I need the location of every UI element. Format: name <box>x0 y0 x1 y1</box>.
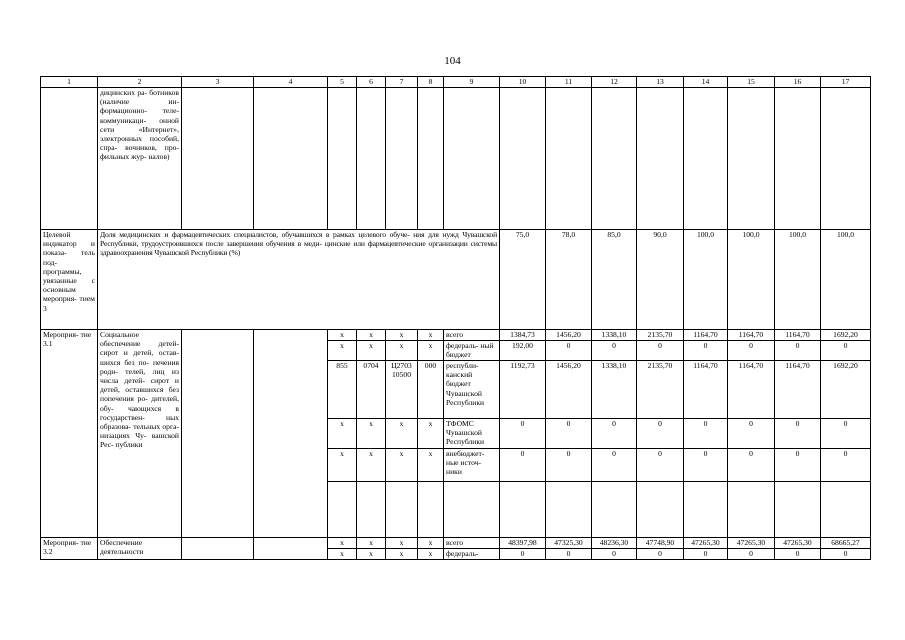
value-cell: 0 <box>637 549 684 560</box>
code-cell: х <box>386 341 418 361</box>
value-cell: 0 <box>546 549 592 560</box>
empty-cell <box>254 330 328 538</box>
code-cell: х <box>328 341 357 361</box>
header-cell: 3 <box>182 77 254 88</box>
code-cell: х <box>328 538 357 549</box>
code-cell: 000 <box>418 361 444 419</box>
empty-cell <box>328 88 357 230</box>
value-cell: 0 <box>728 549 775 560</box>
value-cell: 0 <box>821 549 871 560</box>
value-cell: 0 <box>592 449 637 482</box>
measure-name: Обеспечение деятельности <box>98 538 182 560</box>
empty-cell <box>637 88 684 230</box>
code-cell: х <box>418 330 444 341</box>
value-cell: 0 <box>500 449 546 482</box>
empty-cell <box>728 88 775 230</box>
header-cell: 17 <box>821 77 871 88</box>
value-cell: 0 <box>637 449 684 482</box>
source-cell: всего <box>444 538 500 549</box>
value-cell: 0 <box>546 341 592 361</box>
code-cell: х <box>328 549 357 560</box>
code-cell: х <box>357 449 386 482</box>
header-cell: 13 <box>637 77 684 88</box>
value-cell: 68665,27 <box>821 538 871 549</box>
empty-cell <box>821 88 871 230</box>
header-cell: 2 <box>98 77 182 88</box>
header-cell: 15 <box>728 77 775 88</box>
empty-cell <box>637 482 684 538</box>
indicator-row <box>41 230 871 330</box>
code-cell: х <box>418 341 444 361</box>
value-cell: 0 <box>728 341 775 361</box>
source-cell: всего <box>444 330 500 341</box>
value-cell: 1338,10 <box>592 330 637 341</box>
source-cell: федераль- ный бюджет <box>444 341 500 361</box>
header-cell: 6 <box>357 77 386 88</box>
header-cell: 9 <box>444 77 500 88</box>
value-cell: 100,0 <box>684 230 728 330</box>
value-cell: 1338,10 <box>592 361 637 419</box>
value-cell: 0 <box>500 419 546 449</box>
value-cell: 0 <box>684 449 728 482</box>
empty-cell <box>182 88 254 230</box>
value-cell: 0 <box>821 341 871 361</box>
code-cell: х <box>357 341 386 361</box>
value-cell: 1164,70 <box>728 330 775 341</box>
empty-cell <box>357 482 386 538</box>
value-cell: 0 <box>546 419 592 449</box>
empty-cell <box>41 88 98 230</box>
value-cell: 1164,70 <box>728 361 775 419</box>
header-cell: 4 <box>254 77 328 88</box>
empty-cell <box>684 88 728 230</box>
value-cell: 0 <box>728 419 775 449</box>
value-cell: 90,0 <box>637 230 684 330</box>
value-cell: 192,00 <box>500 341 546 361</box>
code-cell: Ц2703 10500 <box>386 361 418 419</box>
value-cell: 0 <box>821 449 871 482</box>
empty-cell <box>775 482 821 538</box>
empty-cell <box>500 482 546 538</box>
code-cell: х <box>328 449 357 482</box>
measure-name: Социальное обеспечение детей-сирот и детей, остав- шихся без по- печения роди- телей, лиц из числа детей- сирот и детей, оставшихся без попечения ро- дителей, обу- чающихся в государствен- ных образова- тельных орга- низациях Чу- вашской Рес- публики <box>98 330 182 538</box>
empty-cell <box>592 482 637 538</box>
value-cell: 47265,30 <box>775 538 821 549</box>
header-cell: 5 <box>328 77 357 88</box>
empty-cell <box>386 482 418 538</box>
empty-cell <box>728 482 775 538</box>
header-cell: 12 <box>592 77 637 88</box>
value-cell: 0 <box>821 419 871 449</box>
value-cell: 100,0 <box>728 230 775 330</box>
empty-cell <box>357 88 386 230</box>
empty-cell <box>254 538 328 560</box>
page-number: 104 <box>444 55 461 67</box>
value-cell: 0 <box>592 419 637 449</box>
value-cell: 1456,20 <box>546 361 592 419</box>
table-row <box>41 538 871 549</box>
value-cell: 0 <box>684 549 728 560</box>
code-cell: х <box>386 538 418 549</box>
value-cell: 1164,70 <box>684 361 728 419</box>
source-cell: федераль- <box>444 549 500 560</box>
header-cell: 1 <box>41 77 98 88</box>
value-cell: 100,0 <box>821 230 871 330</box>
value-cell: 0 <box>637 419 684 449</box>
value-cell: 2135,70 <box>637 330 684 341</box>
value-cell: 47265,30 <box>684 538 728 549</box>
header-cell: 7 <box>386 77 418 88</box>
value-cell: 85,0 <box>592 230 637 330</box>
value-cell: 1164,70 <box>684 330 728 341</box>
value-cell: 0 <box>500 549 546 560</box>
program-table <box>40 76 871 560</box>
value-cell: 1164,70 <box>775 330 821 341</box>
code-cell: х <box>357 419 386 449</box>
code-cell: х <box>357 538 386 549</box>
value-cell: 0 <box>546 449 592 482</box>
empty-cell <box>418 482 444 538</box>
code-cell: х <box>357 549 386 560</box>
header-cell: 14 <box>684 77 728 88</box>
value-cell: 0 <box>775 419 821 449</box>
value-cell: 0 <box>684 341 728 361</box>
code-cell: х <box>418 419 444 449</box>
measure-name-cont: дицинских ра- ботников (наличие ин- формационно- теле- коммуникаци- онной сети «Интернет», электронных пособий, спра- вочников, про- фильных жур- налов) <box>98 88 182 230</box>
code-cell: х <box>418 538 444 549</box>
empty-cell <box>592 88 637 230</box>
code-cell: х <box>328 419 357 449</box>
code-cell: х <box>418 449 444 482</box>
header-row <box>41 77 871 88</box>
value-cell: 0 <box>592 549 637 560</box>
value-cell: 47325,30 <box>546 538 592 549</box>
value-cell: 0 <box>592 341 637 361</box>
value-cell: 75,0 <box>500 230 546 330</box>
source-cell: внебюджет- ные источ- ники <box>444 449 500 482</box>
empty-cell <box>254 88 328 230</box>
measure-label: Мероприя- тие 3.1 <box>41 330 98 538</box>
header-cell: 11 <box>546 77 592 88</box>
value-cell: 48236,30 <box>592 538 637 549</box>
value-cell: 1384,73 <box>500 330 546 341</box>
value-cell: 0 <box>684 419 728 449</box>
code-cell: х <box>357 330 386 341</box>
source-cell: ТФОМС Чувашской Республики <box>444 419 500 449</box>
code-cell: х <box>418 549 444 560</box>
empty-cell <box>182 330 254 538</box>
code-cell: х <box>328 330 357 341</box>
value-cell: 0 <box>775 549 821 560</box>
indicator-label: Целевой индикатор и показа- тель под- программы, увязанные с основным мероприя- тием 3 <box>41 230 98 330</box>
empty-cell <box>182 538 254 560</box>
indicator-text: Доля медицинских и фармацевтических специалистов, обучавшихся в рамках целевого обуче- ния для нужд Чувашской Республики, трудоустроившихся после завершения обучения в меди- цинские или фармацевтические организации системы здравоохранения Чувашской Республики (%) <box>98 230 500 330</box>
table-row <box>41 330 871 341</box>
value-cell: 1192,73 <box>500 361 546 419</box>
empty-cell <box>821 482 871 538</box>
code-cell: 0704 <box>357 361 386 419</box>
empty-cell <box>328 482 357 538</box>
code-cell: х <box>386 449 418 482</box>
header-cell: 16 <box>775 77 821 88</box>
empty-cell <box>684 482 728 538</box>
value-cell: 1692,20 <box>821 361 871 419</box>
value-cell: 0 <box>637 341 684 361</box>
empty-cell <box>444 482 500 538</box>
empty-cell <box>500 88 546 230</box>
code-cell: х <box>386 419 418 449</box>
value-cell: 48397,98 <box>500 538 546 549</box>
measure-label: Мероприя- тие 3.2 <box>41 538 98 560</box>
header-cell: 8 <box>418 77 444 88</box>
value-cell: 100,0 <box>775 230 821 330</box>
empty-cell <box>546 88 592 230</box>
value-cell: 47265,30 <box>728 538 775 549</box>
value-cell: 1164,70 <box>775 361 821 419</box>
value-cell: 78,0 <box>546 230 592 330</box>
value-cell: 0 <box>775 449 821 482</box>
code-cell: 855 <box>328 361 357 419</box>
empty-cell <box>775 88 821 230</box>
value-cell: 1456,20 <box>546 330 592 341</box>
code-cell: х <box>386 549 418 560</box>
table-row <box>41 88 871 230</box>
empty-cell <box>444 88 500 230</box>
header-cell: 10 <box>500 77 546 88</box>
value-cell: 1692,20 <box>821 330 871 341</box>
empty-cell <box>546 482 592 538</box>
empty-cell <box>386 88 418 230</box>
value-cell: 2135,70 <box>637 361 684 419</box>
source-cell: республи- канский бюджет Чувашской Республики <box>444 361 500 419</box>
value-cell: 0 <box>775 341 821 361</box>
empty-cell <box>418 88 444 230</box>
value-cell: 47748,90 <box>637 538 684 549</box>
code-cell: х <box>386 330 418 341</box>
value-cell: 0 <box>728 449 775 482</box>
